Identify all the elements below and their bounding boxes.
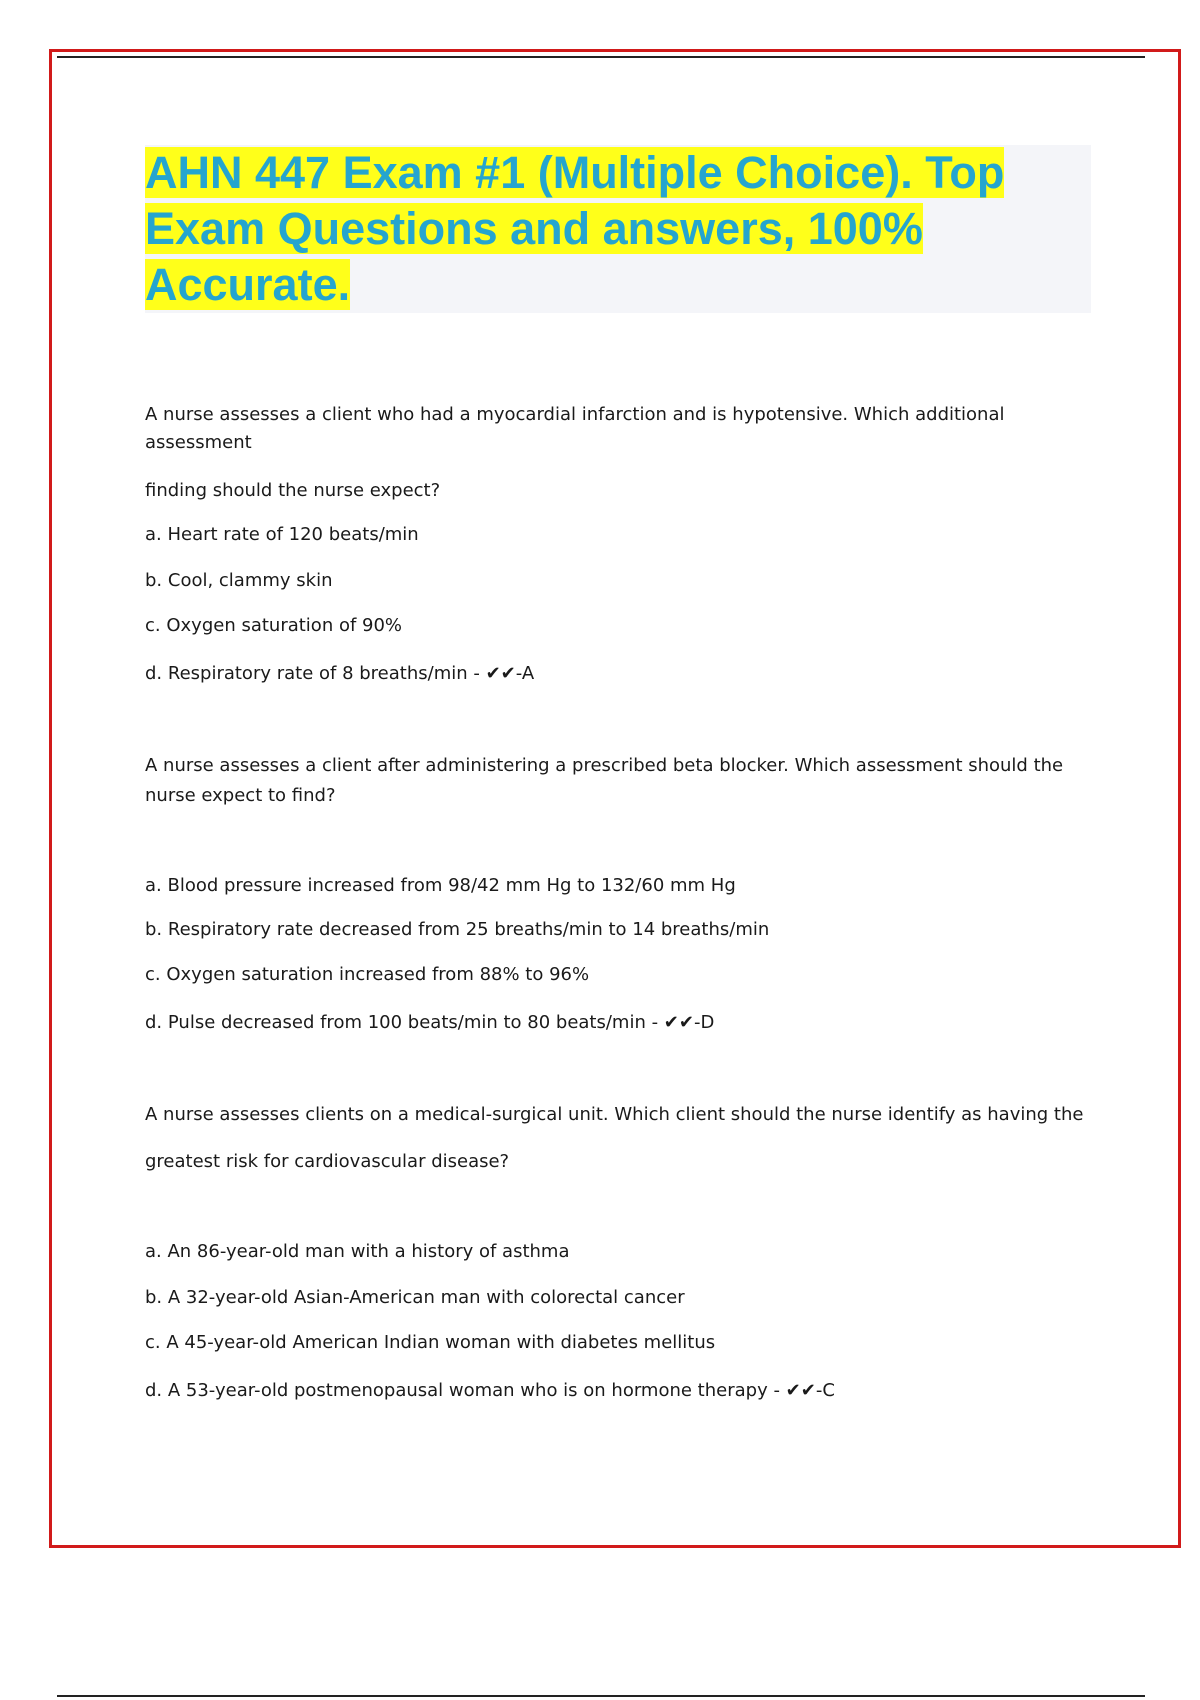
question-1-stem: A nurse assesses a client who had a myocardial infarction and is hypotensive. Which additional assessment — [145, 404, 1005, 453]
question-2-option-b: b. Respiratory rate decreased from 25 breaths/min to 14 breaths/min — [145, 919, 770, 940]
question-1-option-a: a. Heart rate of 120 beats/min — [145, 524, 419, 545]
question-3-option-d: d. A 53-year-old postmenopausal woman who is on hormone therapy - ✔✔-C — [145, 1380, 835, 1401]
footer-rule — [57, 1695, 1145, 1697]
question-1-option-d: d. Respiratory rate of 8 breaths/min - ✔✔-A — [145, 663, 535, 684]
title-block — [145, 145, 1091, 313]
question-3-option-b: b. A 32-year-old Asian-American man with colorectal cancer — [145, 1287, 685, 1308]
question-1-option-c: c. Oxygen saturation of 90% — [145, 615, 403, 636]
question-2-stem: A nurse assesses a client after administering a prescribed beta blocker. Which assessment should the nurse expect to find? — [145, 755, 1064, 806]
title-highlight: AHN 447 Exam #1 (Multiple Choice). Top Exam Questions and answers, 100% Accurate. — [145, 147, 1005, 310]
document-title — [145, 145, 1091, 313]
question-2-option-a: a. Blood pressure increased from 98/42 mm Hg to 132/60 mm Hg — [145, 875, 736, 896]
question-3-option-a: a. An 86-year-old man with a history of asthma — [145, 1241, 570, 1262]
question-2-option-c: c. Oxygen saturation increased from 88% to 96% — [145, 964, 590, 985]
question-2-option-d: d. Pulse decreased from 100 beats/min to 80 beats/min - ✔✔-D — [145, 1012, 715, 1033]
header-rule — [57, 56, 1145, 58]
question-3-stem-continued: greatest risk for cardiovascular disease? — [145, 1151, 510, 1172]
question-1-stem-continued: finding should the nurse expect? — [145, 480, 441, 501]
question-3-option-c: c. A 45-year-old American Indian woman with diabetes mellitus — [145, 1332, 716, 1353]
question-1-option-b: b. Cool, clammy skin — [145, 570, 333, 591]
question-3-stem: A nurse assesses clients on a medical-surgical unit. Which client should the nurse identify as having the — [145, 1104, 1084, 1125]
